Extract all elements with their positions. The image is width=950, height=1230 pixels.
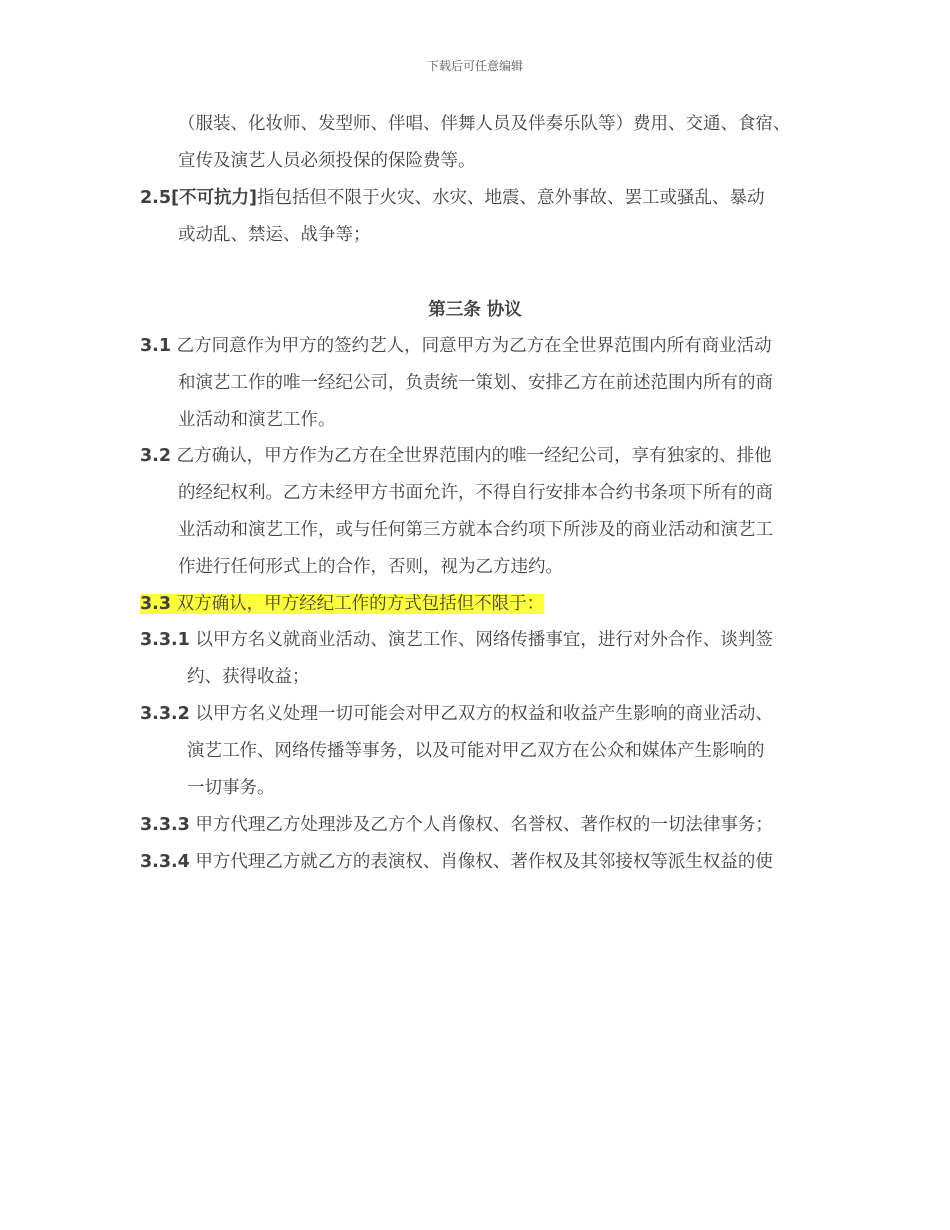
text-line: 宣传及演艺人员必须投保的保险费等。 <box>178 151 476 171</box>
clause-number: 3.1 <box>140 336 172 356</box>
clause-text: 甲方代理乙方处理涉及乙方个人肖像权、名誉权、著作权的一切法律事务； <box>189 815 773 835</box>
text-line: 作进行任何形式上的合作，否则，视为乙方违约。 <box>178 557 563 577</box>
page-header-note: 下载后可任意编辑 <box>426 59 523 73</box>
text-line: 一切事务。 <box>187 778 275 798</box>
paragraph-2-4-continuation <box>140 106 820 180</box>
text-line: 演艺工作、网络传播等事务，以及可能对甲乙双方在公众和媒体产生影响的 <box>187 741 765 761</box>
paragraph-2-5 <box>140 180 820 254</box>
text-line: 或动乱、禁运、战争等； <box>178 225 371 245</box>
clause-term: [不可抗力] <box>171 188 258 208</box>
clause-text: 甲方代理乙方就乙方的表演权、肖像权、著作权及其邻接权等派生权益的使 <box>189 852 773 872</box>
text-line: 的经纪权利。乙方未经甲方书面允许，不得自行安排本合约书条项下所有的商 <box>178 483 773 503</box>
text-line <box>140 844 820 881</box>
clause-number: 3.3.3 <box>140 815 190 835</box>
text-line: 业活动和演艺工作，或与任何第三方就本合约项下所涉及的商业活动和演艺工 <box>178 520 773 540</box>
clause-text: 以甲方名义处理一切可能会对甲乙双方的权益和收益产生影响的商业活动、 <box>189 704 773 724</box>
clause-text: 指包括但不限于火灾、水灾、地震、意外事故、罢工或骚乱、暴动 <box>257 188 765 208</box>
highlighted-text <box>140 594 544 614</box>
clause-text: 双方确认，甲方经纪工作的方式包括但不限于： <box>171 594 545 614</box>
clause-text: 以甲方名义就商业活动、演艺工作、网络传播事宜，进行对外合作、谈判签 <box>189 630 773 650</box>
clause-text: 乙方确认，甲方作为乙方在全世界范围内的唯一经纪公司，享有独家的、排他 <box>171 446 772 466</box>
clause-number: 3.3.4 <box>140 852 190 872</box>
paragraph-3-3-1 <box>140 622 820 696</box>
section-heading: 第三条 协议 <box>428 300 522 320</box>
clause-text: 乙方同意作为甲方的签约艺人，同意甲方为乙方在全世界范围内所有商业活动 <box>171 336 772 356</box>
clause-number: 3.3 <box>140 594 172 614</box>
text-line: 业活动和演艺工作。 <box>178 410 336 430</box>
clause-number: 3.2 <box>140 446 172 466</box>
text-line <box>140 438 820 475</box>
paragraph-3-3-3 <box>140 807 820 844</box>
text-line <box>140 622 820 659</box>
paragraph-3-3-2 <box>140 696 820 807</box>
text-line <box>140 586 820 623</box>
text-line: （服装、化妆师、发型师、伴唱、伴舞人员及伴奏乐队等）费用、交通、食宿、 <box>178 114 791 134</box>
paragraph-3-3 <box>140 586 820 623</box>
paragraph-3-2 <box>140 438 820 586</box>
clause-number: 2.5 <box>140 188 172 208</box>
paragraph-3-3-4 <box>140 844 820 881</box>
paragraph-3-1 <box>140 328 820 439</box>
text-line: 约、获得收益； <box>187 667 310 687</box>
text-line <box>140 696 820 733</box>
text-line <box>140 180 820 217</box>
clause-number: 3.3.2 <box>140 704 190 724</box>
clause-number: 3.3.1 <box>140 630 190 650</box>
text-line <box>140 328 820 365</box>
text-line <box>140 807 820 844</box>
text-line: 和演艺工作的唯一经纪公司，负责统一策划、安排乙方在前述范围内所有的商 <box>178 373 773 393</box>
